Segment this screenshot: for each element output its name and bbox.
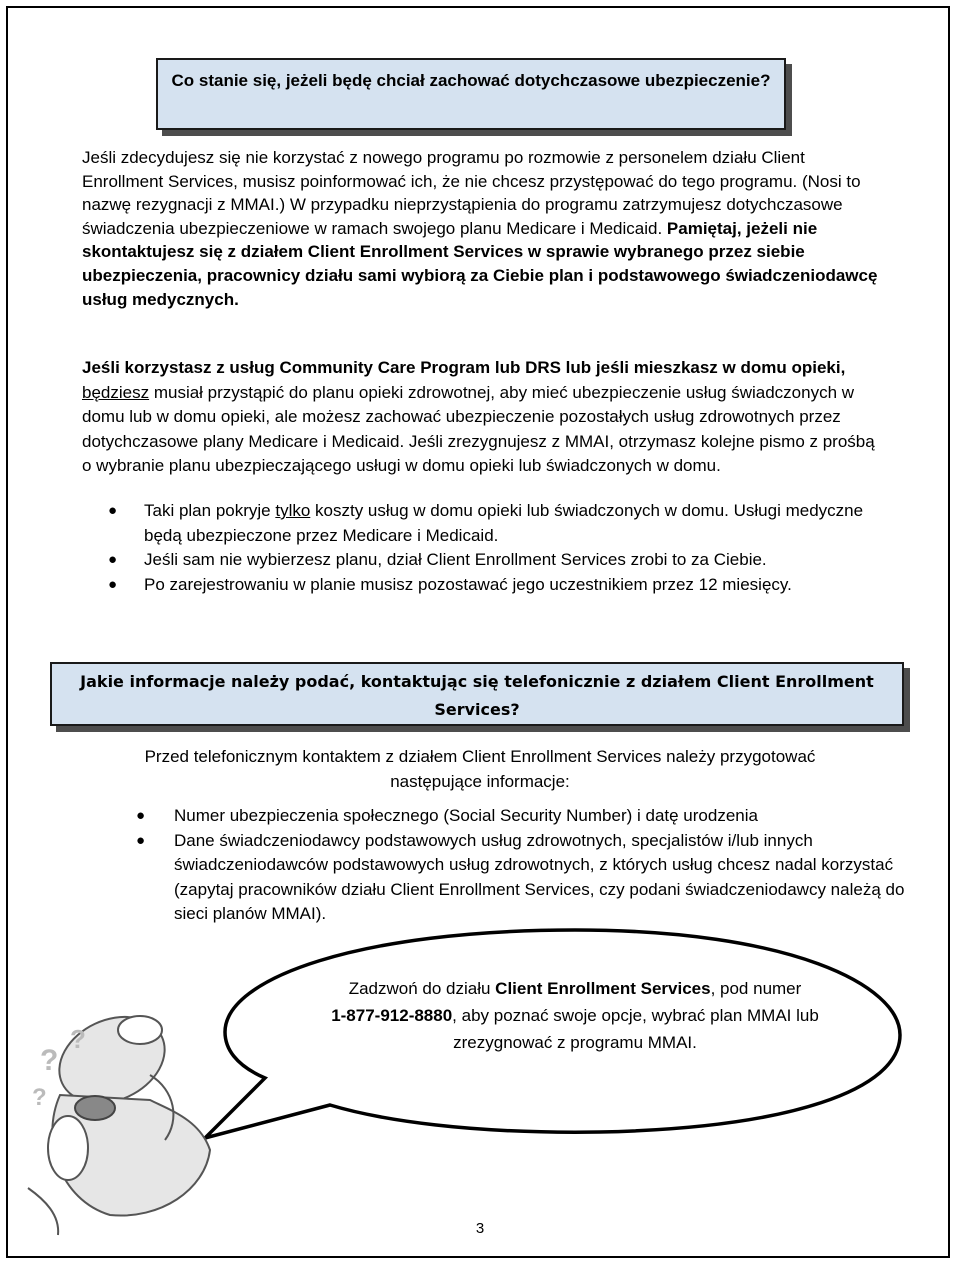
bullet-icon: ● (108, 551, 118, 569)
question-mark-icon: ? (32, 1084, 47, 1111)
bullet-icon: ● (136, 807, 146, 824)
bullet-icon: ● (136, 831, 146, 849)
list-item: ● Po zarejestrowaniu w planie musisz pozostawać jego uczestnikiem przez 12 miesięcy. (82, 573, 882, 598)
list-item: ● Dane świadczeniodawcy podstawowych usług zdrowotnych, specjalistów i/lub innych świadczeniodawców podstawowych usług zdrowotnych, z których usług chcesz nadal korzystać (zapytaj pracowników działu Client Enrollment Services, czy podani świadczeniodawcy należą do sieci planów MMAI). (136, 830, 905, 924)
bullet-icon: ● (108, 502, 118, 519)
person-on-phone-icon (28, 1001, 210, 1235)
list-item: ● Jeśli sam nie wybierzesz planu, dział Client Enrollment Services zrobi to za Ciebie. (82, 548, 882, 573)
section-heading-keep-coverage: Co stanie się, jeżeli będę chciał zachować dotychczasowe ubezpieczenie? (156, 58, 786, 130)
question-mark-icon: ? (70, 1024, 86, 1054)
question-mark-icon: ? (40, 1044, 59, 1077)
callout-text: Zadzwoń do działu Client Enrollment Services, pod numer 1-877-912-8880, aby poznać swoje opcje, wybrać plan MMAI lub zrezygnować z programu MMAI. (331, 979, 819, 1052)
page-number: 3 (475, 1220, 485, 1237)
list-item: ● Numer ubezpieczenia społecznego (Social Security Number) i datę urodzenia (112, 804, 912, 829)
list-item: ● Taki plan pokryje tylko koszty usług w domu opieki lub świadczonych w domu. Usługi medyczne będą ubezpieczone przez Medicare i Medicaid. (108, 501, 864, 545)
paragraph-opt-out: Jeśli zdecydujesz się nie korzystać z nowego programu po rozmowie z personelem działu Client Enrollment Services, musisz poinformować ich, że nie chcesz przystępować do tego programu. (Nosi to nazwę rezygnacji z MMAI.) W przypadku nieprzystąpienia do programu zatrzymujesz dotychczasowe świadczenia ubezpieczeniowe w ramach swojego planu Medicare i Medicaid. Pamiętaj, jeżeli nie skontaktujesz się z działem Client Enrollment Services w sprawie wybranego przez siebie ubezpieczenia, pracownicy działu sami wybiorą za Ciebie plan i podstawowego świadczeniodawcę usług medycznych. (82, 148, 878, 309)
section-heading-phone-info: Jakie informacje należy podać, kontaktując się telefonicznie z działem Client Enrollment Services? (50, 662, 904, 726)
phone-number: 1-877-912-8880 (331, 1006, 453, 1025)
intro-text: Przed telefonicznym kontaktem z działem Client Enrollment Services należy przygotować następujące informacje: (144, 747, 816, 791)
bullet-icon: ● (108, 575, 118, 593)
paragraph-community-care: Jeśli korzystasz z usług Community Care Program lub DRS lub jeśli mieszkasz w domu opieki, będziesz musiał przystąpić do planu opieki zdrowotnej, aby mieć ubezpieczenie usług świadczonych w domu lub w domu opieki, ale możesz zachować ubezpieczenie pozostałych usług zdrowotnych przez dotychczasowe plany Medicare i Medicaid. Jeśli zrezygnujesz z MMAI, otrzymasz kolejne pismo z prośbą o wybranie planu ubezpieczającego usługi w domu opieki lub świadczonych w domu. (82, 358, 875, 476)
